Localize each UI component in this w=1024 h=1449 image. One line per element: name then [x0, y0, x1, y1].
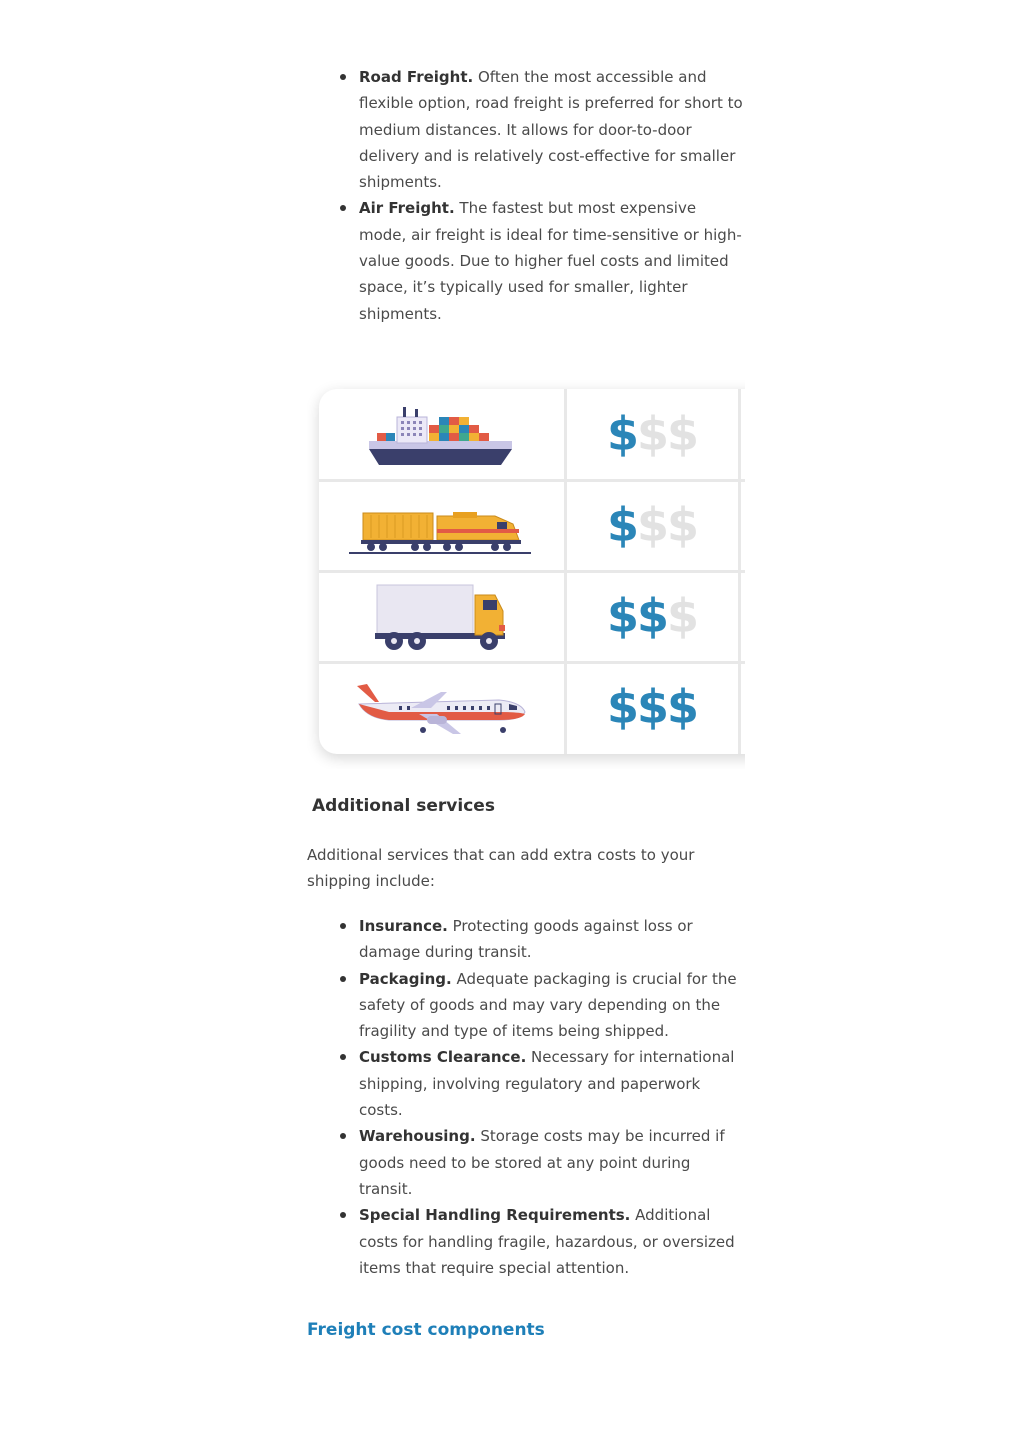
cost-rating: [568, 662, 738, 752]
list-item: [307, 1202, 747, 1281]
bullet-icon: [340, 976, 346, 982]
list-item: [307, 913, 747, 966]
dollar-icon: $: [667, 680, 700, 734]
list-item: [307, 966, 747, 1045]
list-item-term: Air Freight.: [359, 199, 455, 218]
list-item: [307, 195, 747, 326]
list-item-term: Special Handling Requirements.: [359, 1206, 631, 1225]
truck-icon: [319, 571, 564, 661]
list-item: [307, 1123, 747, 1202]
dollar-icon: $: [606, 589, 639, 643]
dollar-icon: $: [636, 680, 669, 734]
services-list: [307, 913, 747, 1281]
bullet-icon: [340, 923, 346, 929]
list-item-text: Storage costs may be incurred if goods need to be stored at any point during transit.: [359, 1127, 725, 1198]
list-item-term: Packaging.: [359, 969, 452, 988]
cost-rating: [568, 389, 738, 479]
list-item: [307, 1044, 747, 1123]
list-item-term: Customs Clearance.: [359, 1048, 527, 1067]
list-item: [307, 64, 747, 195]
dollar-icon: $: [667, 589, 700, 643]
dollar-icon: $: [636, 498, 669, 552]
bullet-icon: [340, 74, 346, 80]
dollar-icon: $: [667, 498, 700, 552]
container-ship-icon: [319, 389, 564, 479]
list-item-term: Road Freight.: [359, 68, 474, 86]
list-item-text: Protecting goods against loss or damage during transit.: [359, 917, 693, 962]
cost-rating: [568, 571, 738, 661]
list-item-term: Warehousing.: [359, 1127, 476, 1146]
section-heading: Additional services: [312, 796, 495, 816]
cost-table-card: [319, 389, 745, 754]
dollar-icon: $: [667, 407, 700, 461]
transport-mode-list: [307, 64, 747, 327]
cost-row-airplane: [319, 662, 745, 752]
bullet-icon: [340, 1054, 346, 1060]
cost-row-train: [319, 480, 745, 570]
airplane-icon: [319, 662, 564, 752]
bullet-icon: [340, 1212, 346, 1218]
transport-cost-table: [307, 379, 745, 769]
freight-cost-components-link[interactable]: Freight cost components: [307, 1320, 545, 1340]
dollar-icon: $: [636, 589, 669, 643]
list-item-text: Necessary for international shipping, involving regulatory and paperwork costs.: [359, 1048, 735, 1120]
list-item-term: Insurance.: [359, 917, 448, 935]
cost-rating: [568, 480, 738, 570]
bullet-icon: [340, 1133, 346, 1139]
bullet-icon: [340, 205, 346, 211]
list-item-text: Adequate packaging is crucial for the safety of goods and may vary depending on the fragility and type of items being shipped.: [359, 969, 737, 1041]
dollar-icon: $: [606, 680, 639, 734]
dollar-icon: $: [606, 407, 639, 461]
list-item-text: The fastest but most expensive mode, air freight is ideal for time-sensitive or high-value goods. Due to higher fuel costs and limited space, it’s typically used for smaller, lighter shipments.: [359, 199, 742, 323]
freight-train-icon: [319, 480, 564, 570]
dollar-icon: $: [636, 407, 669, 461]
list-item-text: Additional costs for handling fragile, hazardous, or oversized items that require special attention.: [359, 1206, 735, 1277]
cost-row-truck: [319, 571, 745, 661]
cost-row-ship: [319, 389, 745, 479]
dollar-icon: $: [606, 498, 639, 552]
list-item-text: Often the most accessible and flexible option, road freight is preferred for short to medium distances. It allows for door-to-door delivery and is relatively cost-effective for smaller shipments.: [359, 68, 743, 192]
section-intro: Additional services that can add extra costs to your shipping include:: [307, 846, 695, 891]
